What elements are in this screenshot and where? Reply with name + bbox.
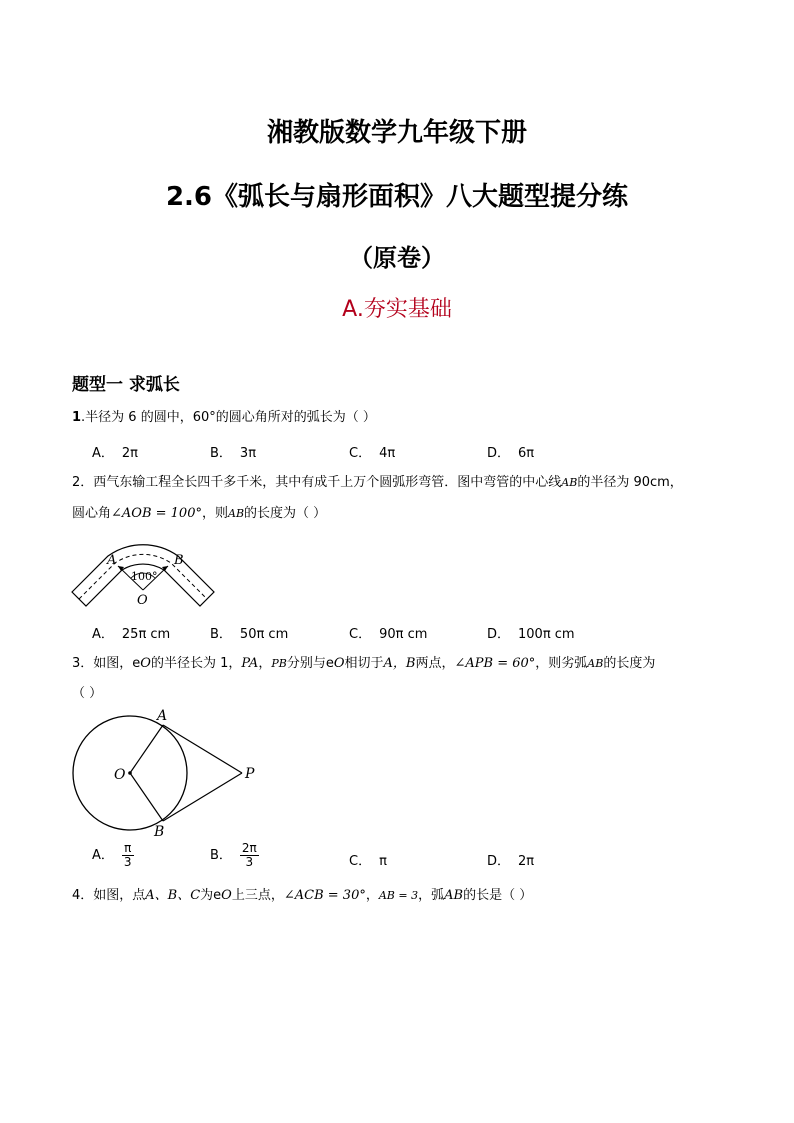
- tangent-circle-figure: [68, 706, 268, 840]
- q2-option-c[interactable]: C． 90π cm: [349, 627, 428, 642]
- question-2-line1: 2．西气东输工程全长四千多千米，其中有成千上万个圆弧形弯管．图中弯管的中心线AB的半径为 90cm，: [72, 475, 683, 490]
- question-3-line1: 3．如图，eO的半径长为 1，PA，PB分别与eO相切于A，B两点，∠APB = 60°，则劣弧AB的长度为: [72, 656, 656, 671]
- page-title: 湘教版数学九年级下册: [266, 118, 527, 148]
- page-subtitle: 2.6《弧长与扇形面积》八大题型提分练: [165, 182, 629, 212]
- q2-fig-label-b: B: [174, 553, 184, 568]
- q2-option-a[interactable]: A． 25π cm: [92, 627, 171, 642]
- section-heading: 题型一 求弧长: [72, 375, 180, 395]
- q2-fig-label-o: O: [137, 593, 148, 608]
- q2-option-d[interactable]: D． 100π cm: [487, 627, 575, 642]
- q3-fig-label-o: O: [114, 767, 126, 783]
- q2-arc-label: AB: [561, 476, 578, 489]
- q1-number: 1: [72, 410, 82, 425]
- q3-option-a[interactable]: A． $\frac{\pi}{3}$: [92, 841, 132, 869]
- q2-fig-angle: 100°: [131, 570, 158, 583]
- q2-option-b[interactable]: B． 50π cm: [210, 627, 289, 642]
- question-2-line2: 圆心角∠AOB = 100°，则AB的长度为（ ）: [72, 506, 327, 521]
- q3-fig-label-a: A: [157, 708, 168, 724]
- q1-option-c[interactable]: C． 4π: [349, 446, 396, 461]
- q2-angle: ∠AOB = 100°: [111, 506, 202, 521]
- pipe-bend-figure: [68, 528, 218, 610]
- version-label: （原卷）: [349, 244, 445, 272]
- q1-option-d[interactable]: D． 6π: [487, 446, 535, 461]
- q1-text: .半径为 6 的圆中，60°的圆心角所对的弧长为（ ）: [81, 410, 376, 425]
- q3-fig-label-p: P: [245, 766, 255, 782]
- q1-option-a[interactable]: A． 2π: [92, 446, 139, 461]
- q3-fig-label-b: B: [154, 824, 165, 840]
- q3-option-b[interactable]: B． $\frac{2\pi}{3}$: [210, 841, 257, 869]
- q3-option-d[interactable]: D． 2π: [487, 854, 535, 869]
- q1-option-b[interactable]: B． 3π: [210, 446, 257, 461]
- q3-option-c[interactable]: C． π: [349, 854, 387, 869]
- question-3-line2: （ ）: [72, 686, 103, 701]
- level-label: A.夯实基础: [342, 297, 452, 322]
- question-4: 4．如图，点A、B、C为eO上三点，∠ACB = 30°，AB = 3，弧AB的长是（ ）: [72, 888, 533, 903]
- question-1: [72, 408, 732, 428]
- q2-fig-label-a: A: [107, 553, 117, 568]
